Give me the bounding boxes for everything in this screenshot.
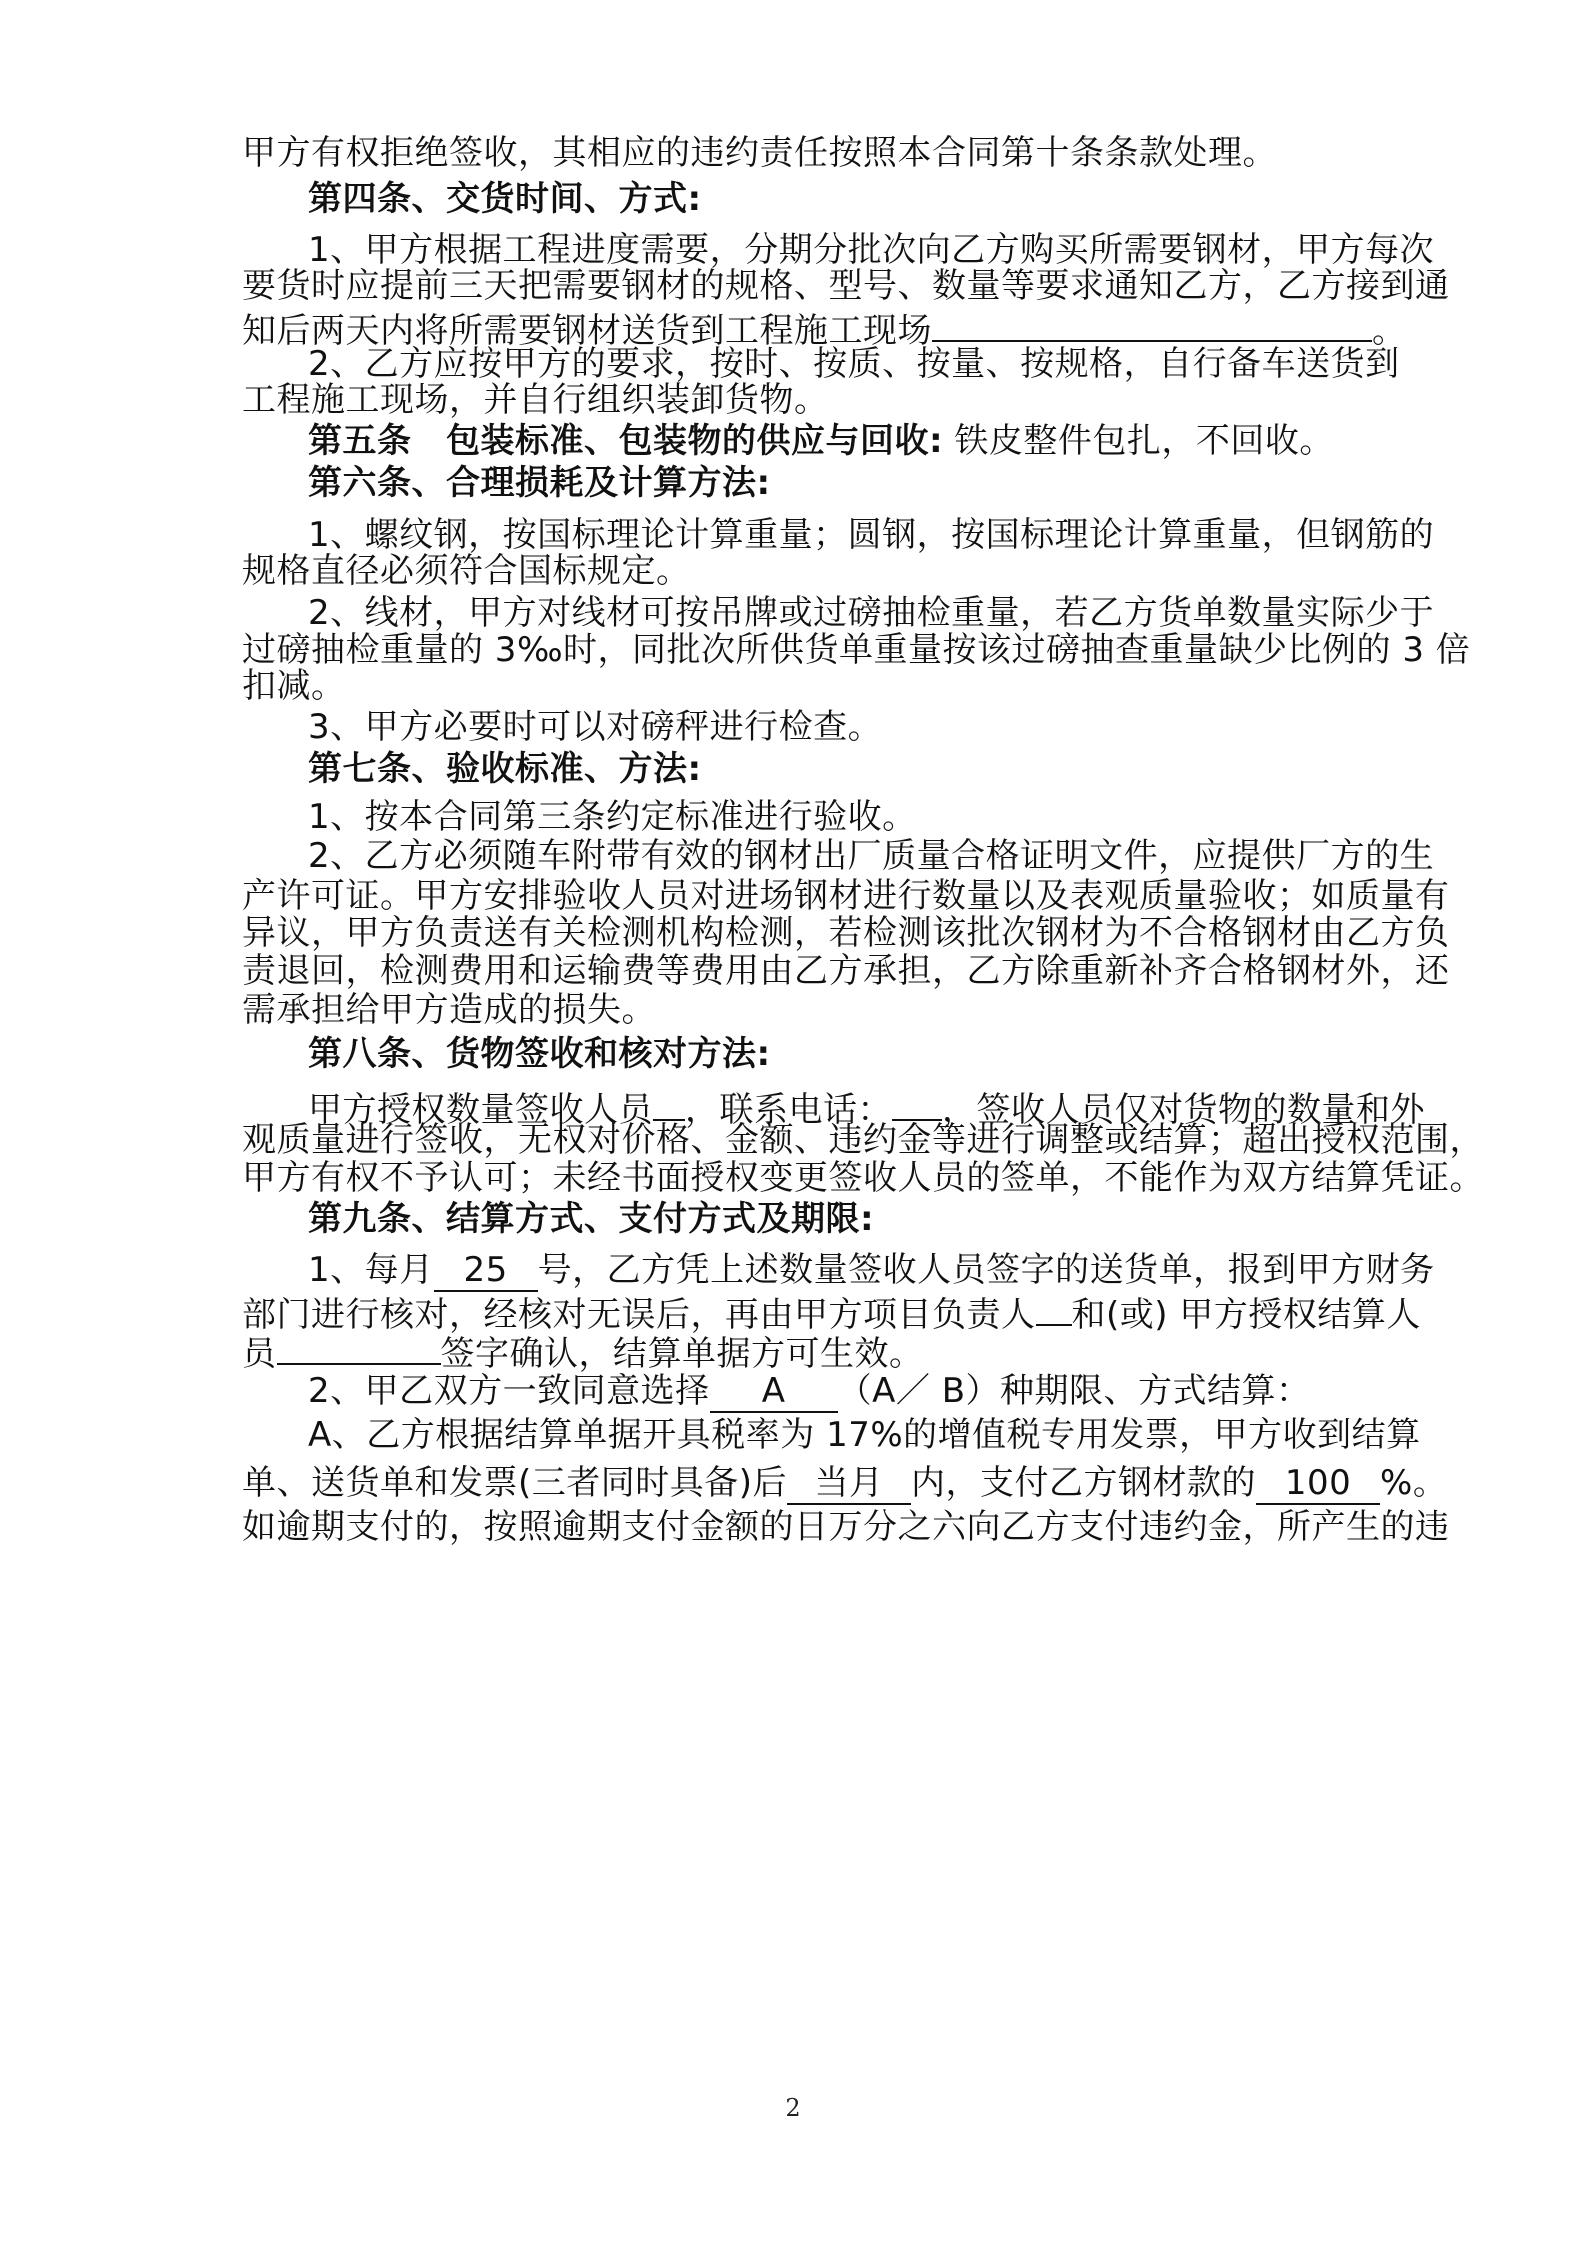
text: ，联系电话： xyxy=(685,1090,892,1130)
text: 和(或) 甲方授权结算人 xyxy=(1071,1295,1421,1335)
signer-field[interactable] xyxy=(653,1079,685,1121)
settlement-day-field[interactable]: 25 xyxy=(434,1250,538,1292)
text: 2、甲乙双方一致同意选择 xyxy=(308,1371,710,1411)
text-line: 扣减。 xyxy=(242,666,346,706)
text: 号，乙方凭上述数量签收人员签字的送货单，报到甲方财务 xyxy=(537,1250,1435,1290)
text: 甲方授权数量签收人员 xyxy=(308,1090,653,1130)
text-line: 产许可证。甲方安排验收人员对进场钢材进行数量以及表观质量验收；如质量有 xyxy=(242,876,1450,916)
text: 员 xyxy=(242,1334,277,1374)
project-manager-field[interactable] xyxy=(1036,1284,1072,1326)
text: 内，支付乙方钢材款的 xyxy=(911,1463,1257,1503)
article-5-heading: 第五条 包装标准、包装物的供应与回收: xyxy=(308,421,944,461)
text-line: 2、线材，甲方对线材可按吊牌或过磅抽检重量，若乙方货单数量实际少于 xyxy=(308,593,1435,633)
text-line: 2、乙方应按甲方的要求，按时、按质、按量、按规格，自行备车送货到 xyxy=(308,344,1400,384)
text-line xyxy=(242,1460,1447,1506)
article-4-heading: 第四条、交货时间、方式: xyxy=(308,179,702,219)
text: （A／ B）种期限、方式结算： xyxy=(837,1371,1311,1411)
phone-field[interactable] xyxy=(892,1079,942,1121)
text: 。 xyxy=(1372,311,1407,351)
text: 知后两天内将所需要钢材送货到工程施工现场 xyxy=(242,311,932,351)
text: %。 xyxy=(1380,1463,1448,1503)
text-line: 甲方有权不予认可；未经书面授权变更签收人员的签单，不能作为双方结算凭证。 xyxy=(242,1158,1484,1198)
article-8-heading: 第八条、货物签收和核对方法: xyxy=(308,1034,771,1074)
text-line: 要货时应提前三天把需要钢材的规格、型号、数量等要求通知乙方，乙方接到通 xyxy=(242,266,1450,306)
text-line: 1、按本合同第三条约定标准进行验收。 xyxy=(308,797,917,837)
text: 部门进行核对，经核对无误后，再由甲方项目负责人 xyxy=(242,1295,1036,1335)
text-line: 规格直径必须符合国标规定。 xyxy=(242,551,691,591)
text-line: 1、螺纹钢，按国标理论计算重量；圆钢，按国标理论计算重量，但钢筋的 xyxy=(308,515,1435,555)
text-line: 1、甲方根据工程进度需要，分期分批次向乙方购买所需要钢材，甲方每次 xyxy=(308,230,1435,270)
settlement-person-field[interactable] xyxy=(277,1323,441,1365)
article-6-heading: 第六条、合理损耗及计算方法: xyxy=(308,463,771,503)
text-line: 责退回，检测费用和运输费等费用由乙方承担，乙方除重新补齐合格钢材外，还 xyxy=(242,951,1450,991)
text: 铁皮整件包扎，不回收。 xyxy=(943,421,1334,461)
construction-site-field[interactable] xyxy=(932,300,1372,342)
text: 签字确认，结算单据方可生效。 xyxy=(440,1334,924,1374)
payment-percent-field[interactable]: 100 xyxy=(1256,1463,1380,1505)
text-line: 甲方有权拒绝签收，其相应的违约责任按照本合同第十条条款处理。 xyxy=(242,133,1277,173)
page-number: 2 xyxy=(785,2094,801,2122)
payment-period-field[interactable]: 当月 xyxy=(787,1463,911,1505)
article-9-heading: 第九条、结算方式、支付方式及期限: xyxy=(308,1199,875,1239)
option-field[interactable]: A xyxy=(710,1371,838,1413)
text-line: 3、甲方必要时可以对磅秤进行检查。 xyxy=(308,707,883,747)
text-line: 2、乙方必须随车附带有效的钢材出厂质量合格证明文件，应提供厂方的生 xyxy=(308,836,1435,876)
text: ，签收人员仅对货物的数量和外 xyxy=(942,1090,1425,1130)
article-5 xyxy=(308,418,1334,464)
text-line: 异议，甲方负责送有关检测机构检测，若检测该批次钢材为不合格钢材由乙方负 xyxy=(242,913,1450,953)
article-7-heading: 第七条、验收标准、方法: xyxy=(308,749,702,789)
text-line: 过磅抽检重量的 3‰时，同批次所供货单重量按该过磅抽查重量缺少比例的 3 倍 xyxy=(242,630,1471,670)
text: 单、送货单和发票(三者同时具备)后 xyxy=(242,1463,788,1503)
text-line: 工程施工现场，并自行组织装卸货物。 xyxy=(242,380,829,420)
text-line: A、乙方根据结算单据开具税率为 17%的增值税专用发票，甲方收到结算 xyxy=(308,1415,1421,1455)
text-line: 观质量进行签收，无权对价格、金额、违约金等进行调整或结算；超出授权范围， xyxy=(242,1120,1484,1160)
text-line: 需承担给甲方造成的损失。 xyxy=(242,990,656,1030)
text-line: 如逾期支付的，按照逾期支付金额的日万分之六向乙方支付违约金，所产生的违 xyxy=(242,1507,1450,1547)
text-line xyxy=(308,1368,1311,1414)
text: 1、每月 xyxy=(308,1250,434,1290)
